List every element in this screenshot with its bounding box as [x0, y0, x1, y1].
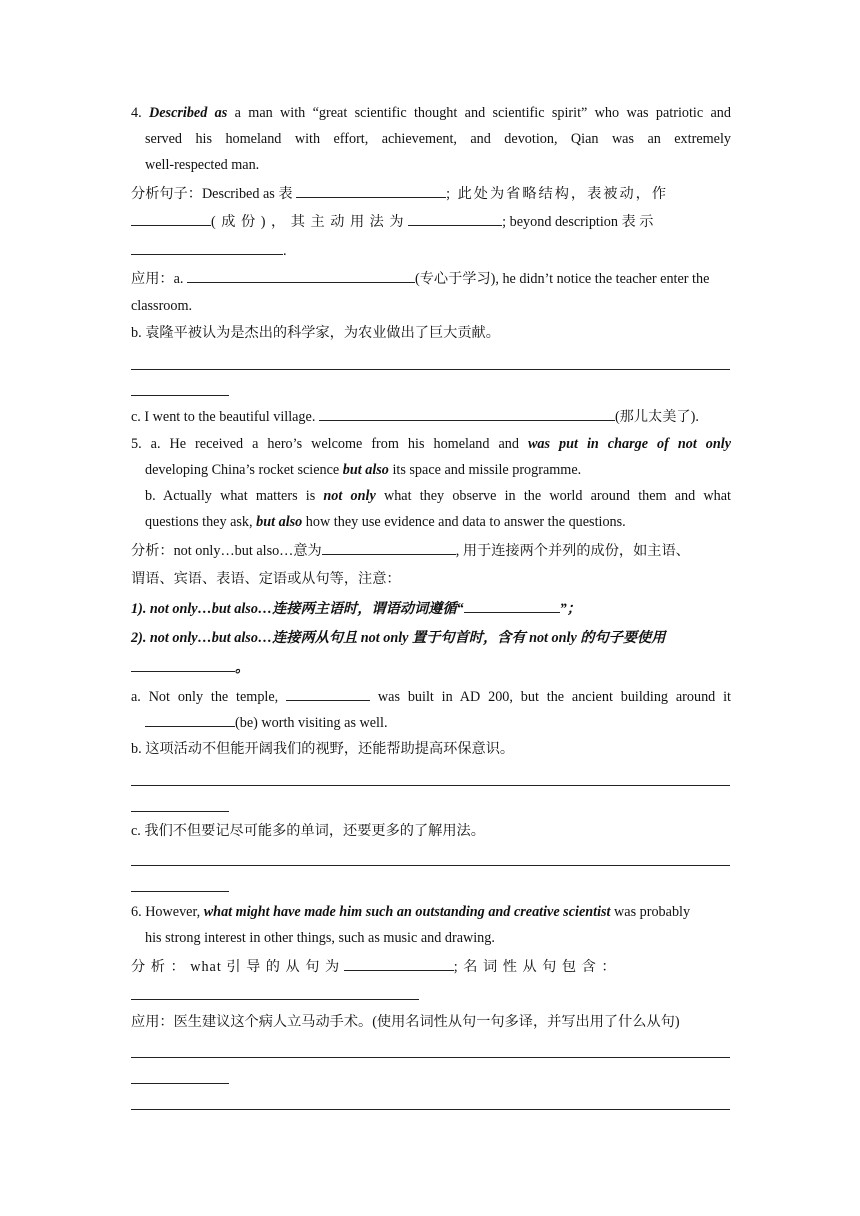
q5-note-2: 2). not only…but also…连接两从句且 not only 置于句首时，含有 not only 的句子要使用: [131, 630, 666, 646]
answer-line[interactable]: [131, 811, 229, 812]
q5-analysis-line-2: 谓语、宾语、表语、定语或从句等，注意：: [131, 571, 401, 587]
q6-analysis: 分 析 ： what 引 导 的 从 句 为 ; 名 词 性 从 句 包 含 ：: [131, 956, 731, 976]
q5-a-line-1: 5. a. He received a hero’s welcome from his homeland and was put in charge of not only: [131, 436, 731, 452]
q4-apply-b: b. 袁隆平被认为是杰出的科学家，为农业做出了巨大贡献。: [131, 325, 500, 341]
answer-line[interactable]: [131, 1057, 730, 1058]
answer-line[interactable]: [131, 369, 730, 370]
blank-fill[interactable]: [145, 712, 235, 727]
answer-line[interactable]: [131, 785, 730, 786]
q6-apply: 应用：医生建议这个病人立马动手术。(使用名词性从句一句多译，并写出用了什么从句): [131, 1014, 680, 1030]
answer-line[interactable]: [131, 395, 229, 396]
blank-fill[interactable]: [344, 956, 454, 971]
q4-line-2: served his homeland with effort, achievement, and devotion, Qian was an extremely: [145, 131, 731, 147]
q4-line-1: 4. Described as a man with “great scientific thought and scientific spirit” who was patriotic and: [131, 105, 731, 121]
blank-fill[interactable]: [464, 598, 560, 613]
q5-ex-a-line-1: a. Not only the temple, was built in AD 200, but the ancient building around it: [131, 686, 731, 706]
q4-analysis-line-1: 分析句子：Described as 表 ; 此处为省略结构，表被动，作: [131, 183, 731, 203]
q4-apply-a-line-2: classroom.: [131, 298, 193, 314]
q4-analysis-line-2: ( 成 份 ) ， 其 主 动 用 法 为 ; beyond description 表 示: [131, 211, 731, 231]
answer-line[interactable]: [131, 865, 730, 866]
answer-line[interactable]: [131, 891, 229, 892]
q6-line-1: 6. However, what might have made him such an outstanding and creative scientist was probably: [131, 904, 691, 920]
blank-fill[interactable]: [131, 657, 235, 672]
blank-fill[interactable]: [322, 540, 456, 555]
q5-ex-c: c. 我们不但要记尽可能多的单词，还要更多的了解用法。: [131, 823, 485, 839]
blank-fill[interactable]: [296, 183, 446, 198]
q5-ex-b: b. 这项活动不但能开阔我们的视野，还能帮助提高环保意识。: [131, 741, 515, 757]
answer-line[interactable]: [131, 1083, 229, 1084]
q5-analysis-line-1: 分析：not only…but also…意为 , 用于连接两个并列的成份，如主语、: [131, 540, 731, 560]
q4-analysis-line-3: .: [131, 240, 731, 260]
q5-note-1: 1). not only…but also…连接两主语时，谓语动词遵循“ ”；: [131, 598, 731, 618]
q5-ex-a-line-2: (be) worth visiting as well.: [145, 712, 731, 732]
blank-fill[interactable]: [131, 240, 283, 255]
q5-b-line-2: questions they ask, but also how they use evidence and data to answer the questions.: [145, 514, 626, 530]
q4-line-3: well-respected man.: [145, 157, 260, 173]
blank-fill[interactable]: [408, 211, 502, 226]
answer-line[interactable]: [131, 1109, 730, 1110]
q5-b-line-1: b. Actually what matters is not only what they observe in the world around them and what: [145, 488, 731, 504]
blank-fill[interactable]: [187, 268, 415, 283]
answer-line[interactable]: [131, 999, 419, 1000]
blank-fill[interactable]: [286, 686, 370, 701]
q6-line-2: his strong interest in other things, such as music and drawing.: [145, 930, 495, 946]
q4-apply-c: c. I went to the beautiful village. (那儿太美了).: [131, 406, 731, 426]
blank-fill[interactable]: [319, 406, 615, 421]
blank-fill[interactable]: [131, 211, 211, 226]
q5-note-2-line-2: 。: [131, 657, 731, 677]
q4-apply-a: 应用：a. (专心于学习), he didn’t notice the teacher enter the: [131, 268, 731, 288]
q5-a-line-2: developing China’s rocket science but also its space and missile programme.: [145, 462, 582, 478]
